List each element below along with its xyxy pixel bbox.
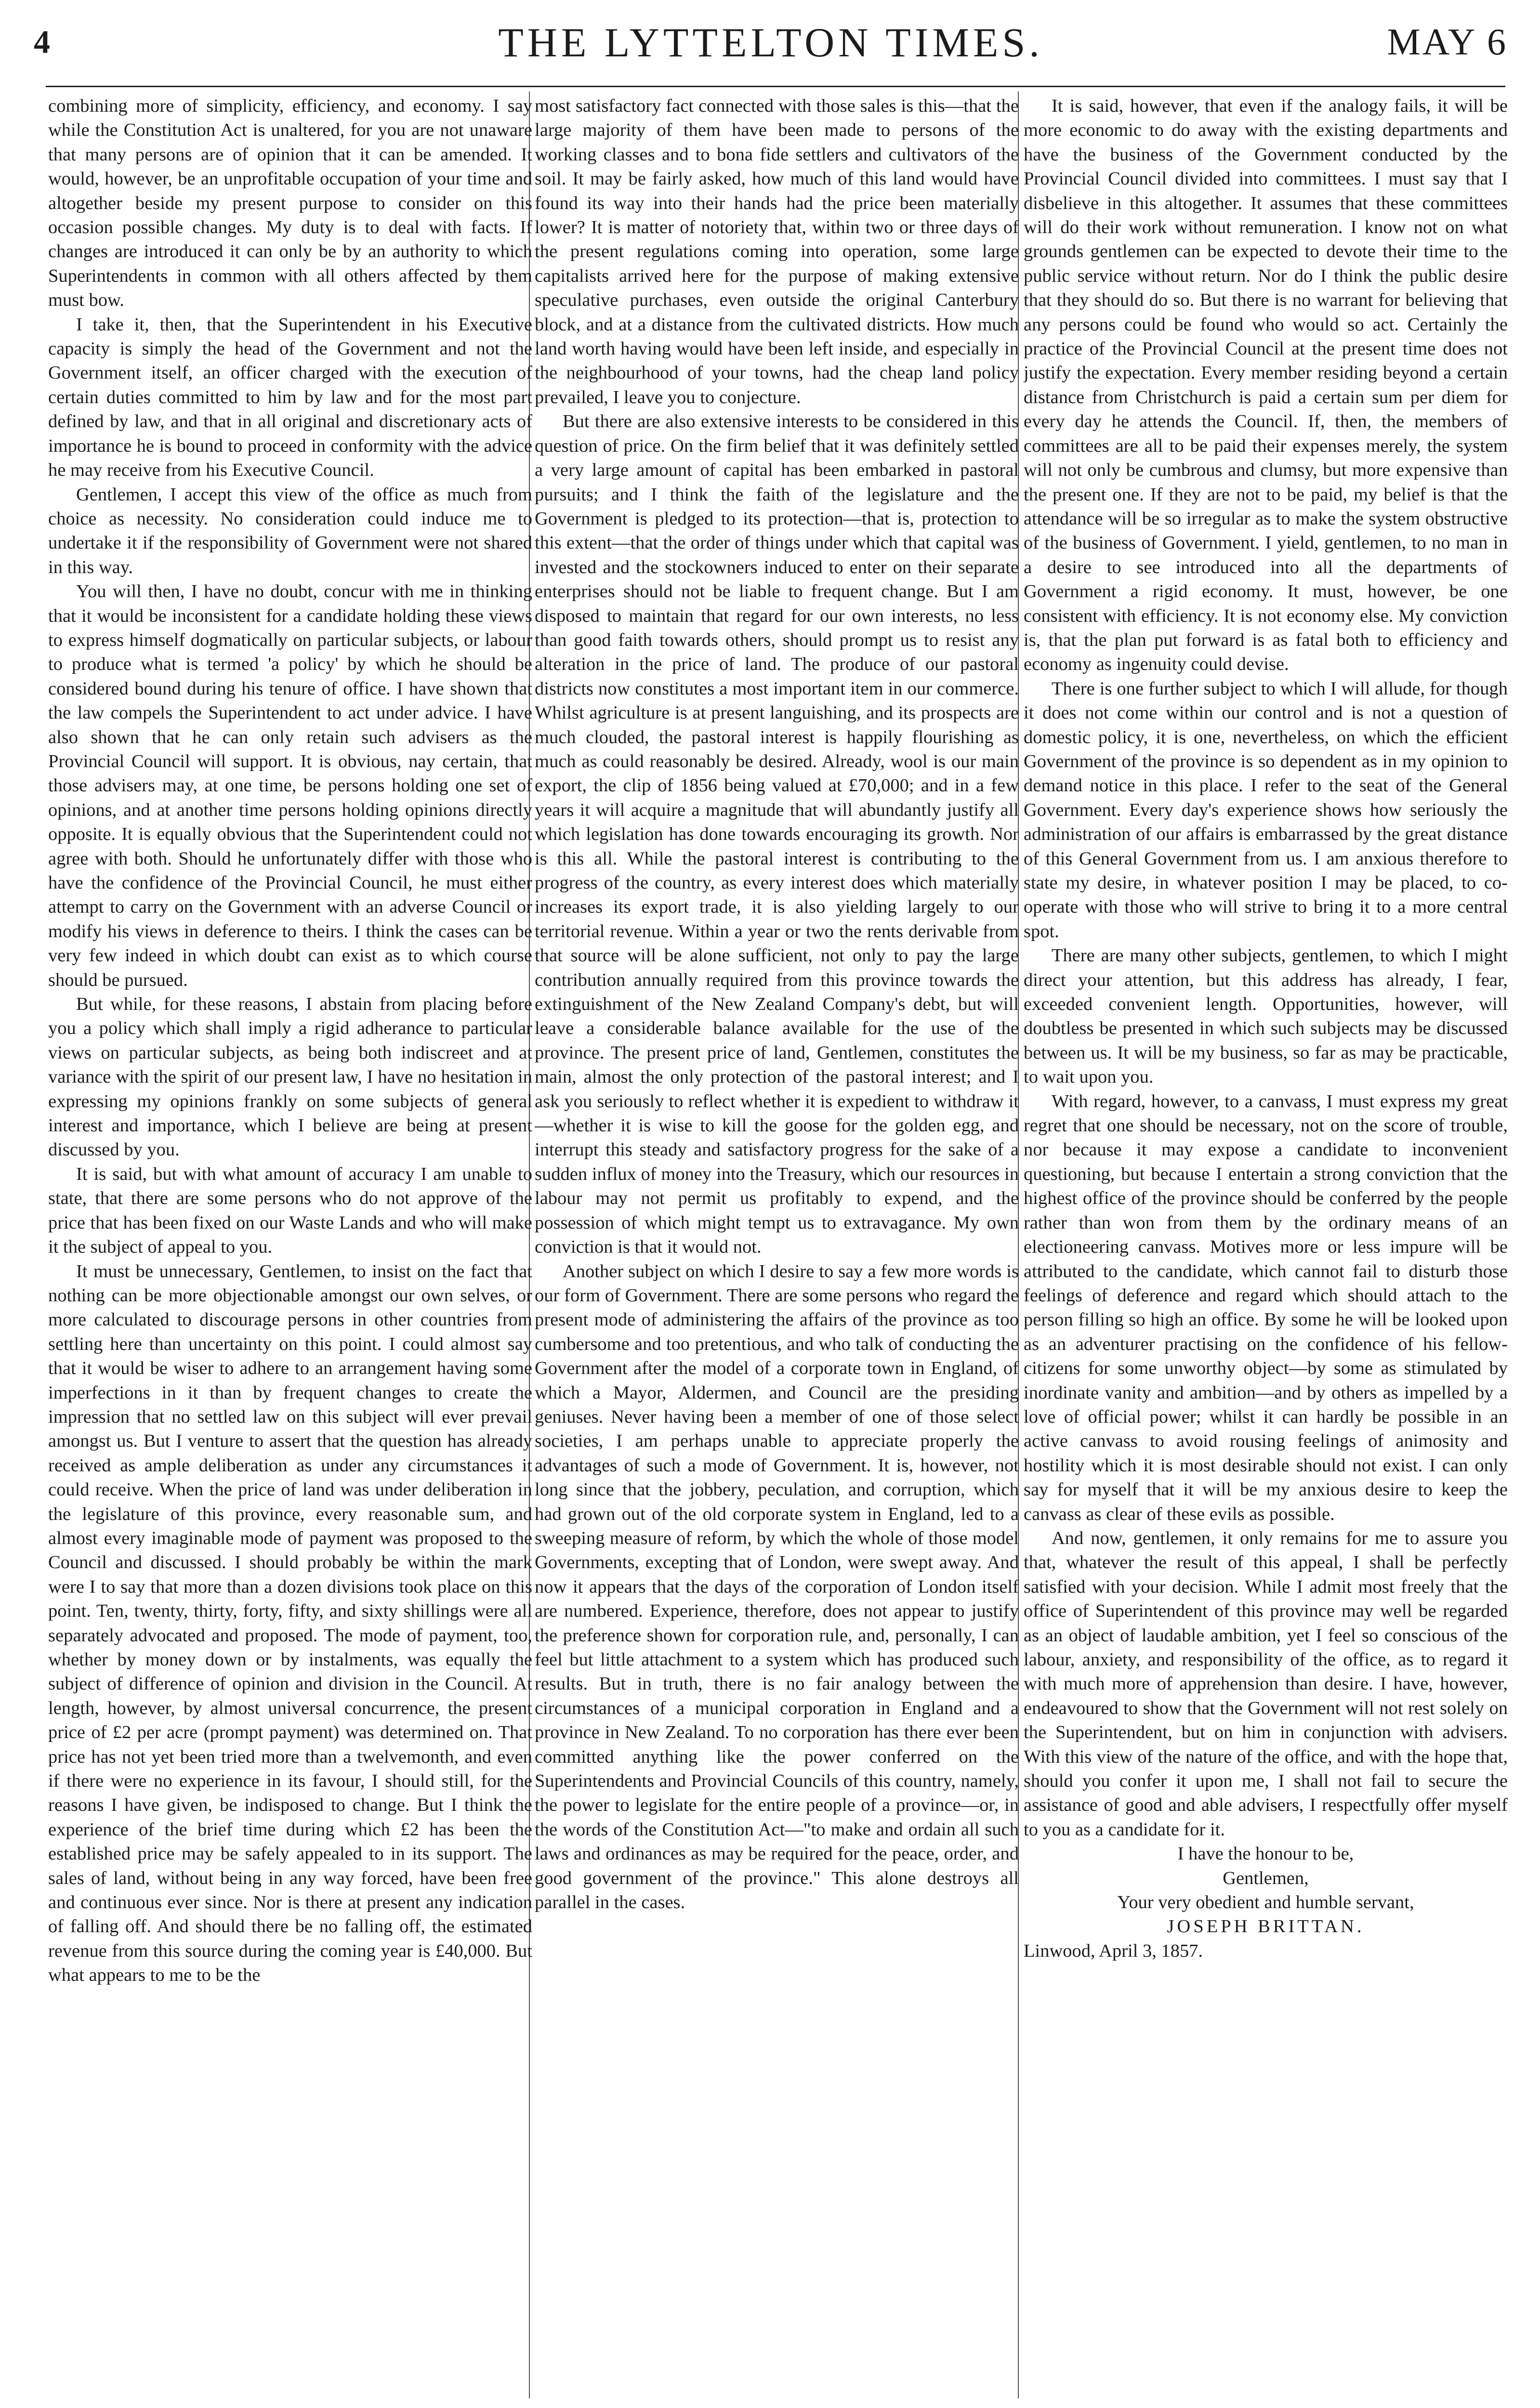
paragraph: And now, gentlemen, it only remains for me to assure you that, whatever the result of this appeal, I shall be perfectly satisfied with your decision. While I admit most freely that the office of Superintendent of this province may well be regarded as an object of laudable ambition, yet I feel so conscious of the labour, anxiety, and responsibility of the office, as to regard it with much more of apprehension than desire. I have, however, endeavoured to show that the Government will not rest solely on the Superintendent, but on him in conjunction with advisers. With this view of the nature of the office, and with the hope that, should you confer it upon me, I shall not fail to secure the assistance of good and able advisers, I respectfully offer myself to you as a candidate for it. bbox=[1024, 1528, 1508, 1840]
column-2 bbox=[535, 94, 1019, 2401]
masthead-rule bbox=[46, 86, 1505, 87]
issue-date: MAY 6 bbox=[1387, 21, 1508, 63]
masthead bbox=[34, 0, 1508, 84]
paragraph: Gentlemen, I accept this view of the office as much from choice as necessity. No consideration could induce me to undertake it if the responsibility of Government were not shared in this way. bbox=[48, 484, 532, 577]
paragraph: With regard, however, to a canvass, I must express my great regret that one should be necessary, not on the score of trouble, nor because it may expose a candidate to inconvenient questioning, but because I entertain a strong conviction that the highest office of the province should be conferred by the people rather than won from them by the ordinary means of an electioneering canvass. Motives more or less impure will be attributed to the candidate, which cannot fail to disturb those feelings of deference and regard which should attach to the person filling so high an office. By some he will be looked upon as an adventurer practising on the confidence of his fellow-citizens for some unworthy object—by some as stimulated by inordinate vanity and ambition—and by others as impelled by a love of official power; whilst it can hardly be possible in an active canvass to avoid rousing feelings of animosity and hostility which it is most desirable should not exist. I can only say for myself that it will be my anxious desire to keep the canvass as clear of these evils as possible. bbox=[1024, 1091, 1508, 1524]
signature-block bbox=[1024, 1842, 1508, 1963]
column-3 bbox=[1024, 94, 1508, 2401]
paragraph: There is one further subject to which I will allude, for though it does not come within our control and is not a question of domestic policy, it is one, nevertheless, on which the efficient Government of the province is so dependent as in my opinion to demand notice in this place. I refer to the seat of the General Government. Every day's experience shows how seriously the administration of our affairs is embarrassed by the great distance of this General Government from us. I am anxious therefore to state my desire, in whatever position I may be placed, to co-operate with those who will strive to bring it to a more central spot. bbox=[1024, 678, 1508, 942]
paragraph: I take it, then, that the Superintendent in his Executive capacity is simply the head of the Government and not the Government itself, an officer charged with the execution of certain duties committed to him by law and for the most part defined by law, and that in all original and discretionary acts of importance he is bound to proceed in conformity with the advice he may receive from his Executive Council. bbox=[48, 314, 532, 481]
paragraph: It is said, but with what amount of accuracy I am unable to state, that there are some persons who do not approve of the price that has been fixed on our Waste Lands and who will make it the subject of appeal to you. bbox=[48, 1164, 532, 1257]
paragraph: But there are also extensive interests to be considered in this question of price. On the firm belief that it was definitely settled a very large amount of capital has been embarked in pastoral pursuits; and I think the faith of the legislature and the Government is pledged to its protection—that is, protection to this extent—that the order of things under which that capital was invested and the stockowners induced to enter on their separate enterprises should not be liable to frequent change. But I am disposed to maintain that regard for our own interests, no less than good faith towards others, should prompt us to resist any alteration in the price of land. The produce of our pastoral districts now constitutes a most important item in our commerce. Whilst agriculture is at present languishing, and its prospects are much clouded, the pastoral interest is happily flourishing as much as could reasonably be desired. Already, wool is our main export, the clip of 1856 being valued at £70,000; and in a few years it will acquire a magnitude that will abundantly justify all which legislation has done towards encouraging its growth. Nor is this all. While the pastoral interest is contributing to the progress of the country, as every interest does which materially increases its export trade, it is also yielding largely to our territorial revenue. Within a year or two the rents derivable from that source will be alone sufficient, not only to pay the large contribution annually required from this province towards the extinguishment of the New Zealand Company's debt, but will leave a considerable balance available for the use of the province. The present price of land, Gentlemen, constitutes the main, almost the only protection of the pastoral interest; and I ask you seriously to reflect whether it is expedient to withdraw it—whether it is wise to kill the goose for the golden egg, and interrupt this steady and satisfactory progress for the sake of a sudden influx of money into the Treasury, which our resources in labour may not permit us profitably to expend, and the possession of which might tempt us to extravagance. My own conviction is that it would not. bbox=[535, 411, 1019, 1257]
paragraph: You will then, I have no doubt, concur with me in thinking that it would be inconsistent for a candidate holding these views to express himself dogmatically on particular subjects, or labour to produce what is termed 'a policy' by which he should be considered bound during his tenure of office. I have shown that the law compels the Superintendent to act under advice. I have also shown that he can only retain such advisers as the Provincial Council will support. It is obvious, nay certain, that those advisers may, at one time, be persons holding one set of opinions, and at another time persons holding opinions directly opposite. It is equally obvious that the Superintendent could not agree with both. Should he unfortunately differ with those who have the confidence of the Provincial Council, he must either attempt to carry on the Government with an adverse Council or modify his views in deference to theirs. I think the cases can be very few indeed in which doubt can exist as to which course should be pursued. bbox=[48, 581, 532, 990]
closing-line: Your very obedient and humble servant, bbox=[1117, 1892, 1414, 1913]
place-date: Linwood, April 3, 1857. bbox=[1024, 1940, 1203, 1961]
paragraph: There are many other subjects, gentlemen, to which I might direct your attention, but this address has already, I fear, exceeded convenient length. Opportunities, however, will doubtless be presented in which such subjects may be discussed between us. It will be my business, so far as may be practicable, to wait upon you. bbox=[1024, 945, 1508, 1087]
paragraph: combining more of simplicity, efficiency, and economy. I say while the Constitution Act is unaltered, for you are not unaware that many persons are of opinion that it can be amended. It would, however, be an unprofitable occupation of your time and altogether beside my present purpose to consider on this occasion possible changes. My duty is to deal with facts. If changes are introduced it can only be by an authority to which Superintendents in common with all others affected by them must bow. bbox=[48, 96, 532, 311]
author-name: JOSEPH BRITTAN. bbox=[1167, 1916, 1365, 1937]
salutation: Gentlemen, bbox=[1223, 1868, 1309, 1888]
closing-line: I have the honour to be, bbox=[1177, 1844, 1354, 1864]
paragraph: It is said, however, that even if the analogy fails, it will be more economic to do away with the existing departments and have the business of the Government conducted by the Provincial Council divided into committees. I must say that I disbelieve in this altogether. It assumes that these committees will do their work without remuneration. I know not on what grounds gentlemen can be expected to devote their time to the public service without return. Nor do I think the public desire that they should do so. But there is no warrant for believing that any persons could be found who would so act. Certainly the practice of the Provincial Council at the present time does not justify the expectation. Every member residing beyond a certain distance from Christchurch is paid a certain sum per diem for every day he attends the Council. If, then, the members of committees are all to be paid their expenses merely, the system will not only be cumbrous and clumsy, but more expensive than the present one. If they are not to be paid, my belief is that the attendance will be so irregular as to make the system obstructive of the business of Government. I yield, gentlemen, to no man in a desire to see introduced into all the departments of Government a rigid economy. It must, however, be one consistent with efficiency. It is not economy else. My conviction is, that the plan put forward is as fatal both to efficiency and economy as ingenuity could devise. bbox=[1024, 96, 1508, 675]
paragraph: It must be unnecessary, Gentlemen, to insist on the fact that nothing can be more objectionable amongst our own selves, or more calculated to discourage persons in other countries from settling here than uncertainty on this point. I could almost say that it would be wiser to adhere to an arrangement having some imperfections in it than by frequent changes to create the impression that no settled law on this subject will ever prevail amongst us. But I venture to assert that the question has already received as ample deliberation as under any circumstances it could receive. When the price of land was under deliberation in the legislature of this province, every reasonable sum, and almost every imaginable mode of payment was proposed to the Council and discussed. I should probably be within the mark were I to say that more than a dozen divisions took place on this point. Ten, twenty, thirty, forty, fifty, and sixty shillings were all separately advocated and proposed. The mode of payment, too, whether by money down or by instalments, was equally the subject of difference of opinion and division in the Council. At length, however, by almost universal concurrence, the present price of £2 per acre (prompt payment) was determined on. That price has not yet been tried more than a twelvemonth, and even if there were no experience in its favour, I should still, for the reasons I have given, be indisposed to change. But I think the experience of the brief time during which £2 has been the established price may be safely appealed to in its support. The sales of land, without being in any way forced, have been free and continuous ever since. Nor is there at present any indication of falling off. And should there be no falling off, the estimated revenue from this source during the coming year is £40,000. But what appears to me to be the bbox=[48, 1261, 532, 1986]
paragraph: most satisfactory fact connected with those sales is this—that the large majority of them have been made to persons of the working classes and to bona fide settlers and cultivators of the soil. It may be fairly asked, how much of this land would have found its way into their hands had the price been materially lower? It is matter of notoriety that, within two or three days of the present regulations coming into operation, some large capitalists arrived here for the purpose of making extensive speculative purchases, even outside the original Canterbury block, and at a distance from the cultivated districts. How much land worth having would have been left inside, and especially in the neighbourhood of your towns, had the cheap land policy prevailed, I leave you to conjecture. bbox=[535, 96, 1019, 407]
column-1 bbox=[48, 94, 532, 2401]
paragraph: Another subject on which I desire to say a few more words is our form of Government. There are some persons who regard the present mode of administering the affairs of the province as too cumbersome and too pretentious, and who talk of conducting the Government after the model of a corporate town in England, of which a Mayor, Aldermen, and Council are the presiding geniuses. Never having been a member of one of those select societies, I am perhaps unable to appreciate properly the advantages of such a mode of Government. It is, however, not long since that the jobbery, peculation, and corruption, which had grown out of the old corporate system in England, led to a sweeping measure of reform, by which the whole of those model Governments, excepting that of London, were swept away. And now it appears that the days of the corporation of London itself are numbered. Experience, therefore, does not appear to justify the preference shown for corporation rule, and, personally, I can feel but little attachment to a system which has produced such results. But in truth, there is no fair analogy between the circumstances of a municipal corporation in England and a province in New Zealand. To no corporation has there ever been committed anything like the power conferred on the Superintendents and Provincial Councils of this country, namely, the power to legislate for the entire people of a province—or, in the words of the Constitution Act—"to make and ordain all such laws and ordinances as may be required for the peace, order, and good government of the province." This alone destroys all parallel in the cases. bbox=[535, 1261, 1019, 1913]
newspaper-title: THE LYTTELTON TIMES. bbox=[498, 19, 1043, 65]
page-number: 4 bbox=[34, 24, 50, 60]
paragraph: But while, for these reasons, I abstain from placing before you a policy which shall imply a rigid adherance to particular views on particular subjects, as being both indiscreet and at variance with the spirit of our present law, I have no hesitation in expressing my opinions frankly on some subjects of general interest and importance, which I believe are being at present discussed by you. bbox=[48, 994, 532, 1160]
